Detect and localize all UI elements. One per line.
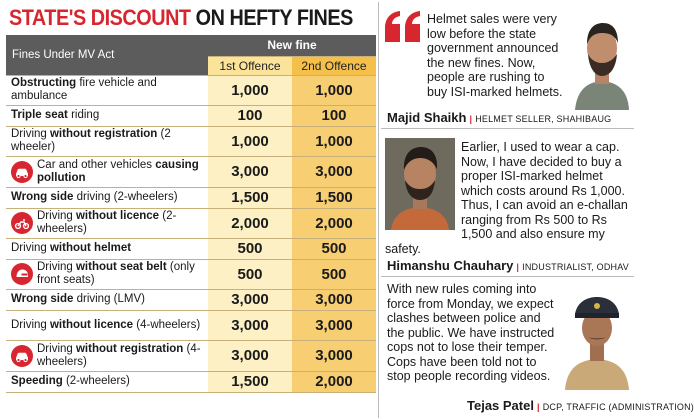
fine-first-offence: 1,500 [208,371,292,392]
fine-description: Triple seat riding [6,105,208,126]
fine-row [6,310,376,340]
quote-3-attribution [467,398,694,413]
fine-second-offence: 3,000 [292,289,376,310]
column-header-fines: Fines Under MV Act [6,35,208,75]
fine-first-offence: 1,500 [208,187,292,208]
quote-3-photo [561,280,633,390]
fine-first-offence: 3,000 [208,156,292,187]
quote-1-photo [571,10,633,110]
fine-description: Wrong side driving (LMV) [6,289,208,310]
quote-2-name: Himanshu Chauhary [387,258,514,273]
fine-second-offence: 2,000 [292,371,376,392]
quote-2-attribution [387,258,629,273]
separator-bar: | [516,262,520,272]
fine-description: Driving without registration (4-wheelers) [6,340,208,371]
headline [9,4,353,32]
separator-bar: | [469,114,473,124]
fine-second-offence: 1,500 [292,187,376,208]
helmet-icon [11,263,33,285]
quote-1-text: Helmet sales were very low before the state government announced the new fines. Now, people are rushing to buy ISI-marked helmets. [427,12,563,99]
headline-part-red: STATE'S DISCOUNT [9,5,191,30]
fine-first-offence: 3,000 [208,289,292,310]
fines-panel [3,2,376,418]
quote-3-role: DCP, TRAFFIC (ADMINISTRATION) [542,402,694,412]
fine-first-offence: 1,000 [208,75,292,105]
car-icon [11,161,33,183]
quote-3-name: Tejas Patel [467,398,534,413]
fine-row [6,187,376,208]
fine-first-offence: 100 [208,105,292,126]
fine-description: Speeding (2-wheelers) [6,371,208,392]
fine-first-offence: 500 [208,238,292,259]
car-icon [11,345,33,367]
quote-mark-icon [383,10,423,44]
fine-first-offence: 1,000 [208,126,292,156]
fine-row [6,259,376,289]
fines-table [6,35,376,393]
fine-second-offence: 3,000 [292,310,376,340]
fine-row [6,126,376,156]
quote-separator [381,128,634,129]
fine-description: Driving without helmet [6,238,208,259]
quote-2-role: INDUSTRIALIST, ODHAV [522,262,629,272]
fine-description: Driving without licence (2-wheelers) [6,208,208,238]
column-header-new-fine: New fine [208,35,376,56]
quote-separator [381,276,634,277]
fine-row [6,289,376,310]
fine-second-offence: 3,000 [292,340,376,371]
quotes-panel [381,0,694,420]
fine-row [6,238,376,259]
quote-3-text: With new rules coming into force from Monday, we expect clashes between police and the public. We have instructed cops not to lose their temper. Cops have been told not to stop people recording videos. [387,282,555,383]
fine-second-offence: 1,000 [292,75,376,105]
fine-description: Driving without seat belt (only front seats) [6,259,208,289]
fine-row [6,105,376,126]
separator-bar: | [536,402,540,412]
fine-description: Driving without licence (4-wheelers) [6,310,208,340]
fine-row [6,371,376,392]
fine-first-offence: 3,000 [208,340,292,371]
column-divider [378,2,379,418]
quote-1-name: Majid Shaikh [387,110,467,125]
fine-second-offence: 100 [292,105,376,126]
fine-second-offence: 1,000 [292,126,376,156]
fine-description: Car and other vehicles causing pollution [6,156,208,187]
column-header-second-offence: 2nd Offence [292,56,376,75]
fine-second-offence: 500 [292,259,376,289]
quote-1-role: HELMET SELLER, SHAHIBAUG [475,114,612,124]
fine-description: Wrong side driving (2-wheelers) [6,187,208,208]
quote-2-text [385,140,631,256]
headline-part-dark: ON HEFTY FINES [195,5,353,30]
fine-description: Driving without registration (2 wheeler) [6,126,208,156]
fine-second-offence: 500 [292,238,376,259]
fine-row [6,208,376,238]
quote-2-text-content: Earlier, I used to wear a cap. Now, I have decided to buy a proper ISI-marked helmet which costs around Rs 1,000. Thus, I can avoid an e-challan ranging from Rs 500 to Rs 1,500 and also ensure my safety. [385,140,628,256]
motorcycle-icon [11,212,33,234]
fine-first-offence: 3,000 [208,310,292,340]
fine-description: Obstructing fire vehicle and ambulance [6,75,208,105]
fine-second-offence: 3,000 [292,156,376,187]
fine-first-offence: 500 [208,259,292,289]
column-header-first-offence: 1st Offence [208,56,292,75]
quote-1-attribution [387,110,611,125]
fine-row [6,340,376,371]
fine-second-offence: 2,000 [292,208,376,238]
fine-row [6,156,376,187]
fines-table-body [6,75,376,392]
fine-row [6,75,376,105]
fine-first-offence: 2,000 [208,208,292,238]
